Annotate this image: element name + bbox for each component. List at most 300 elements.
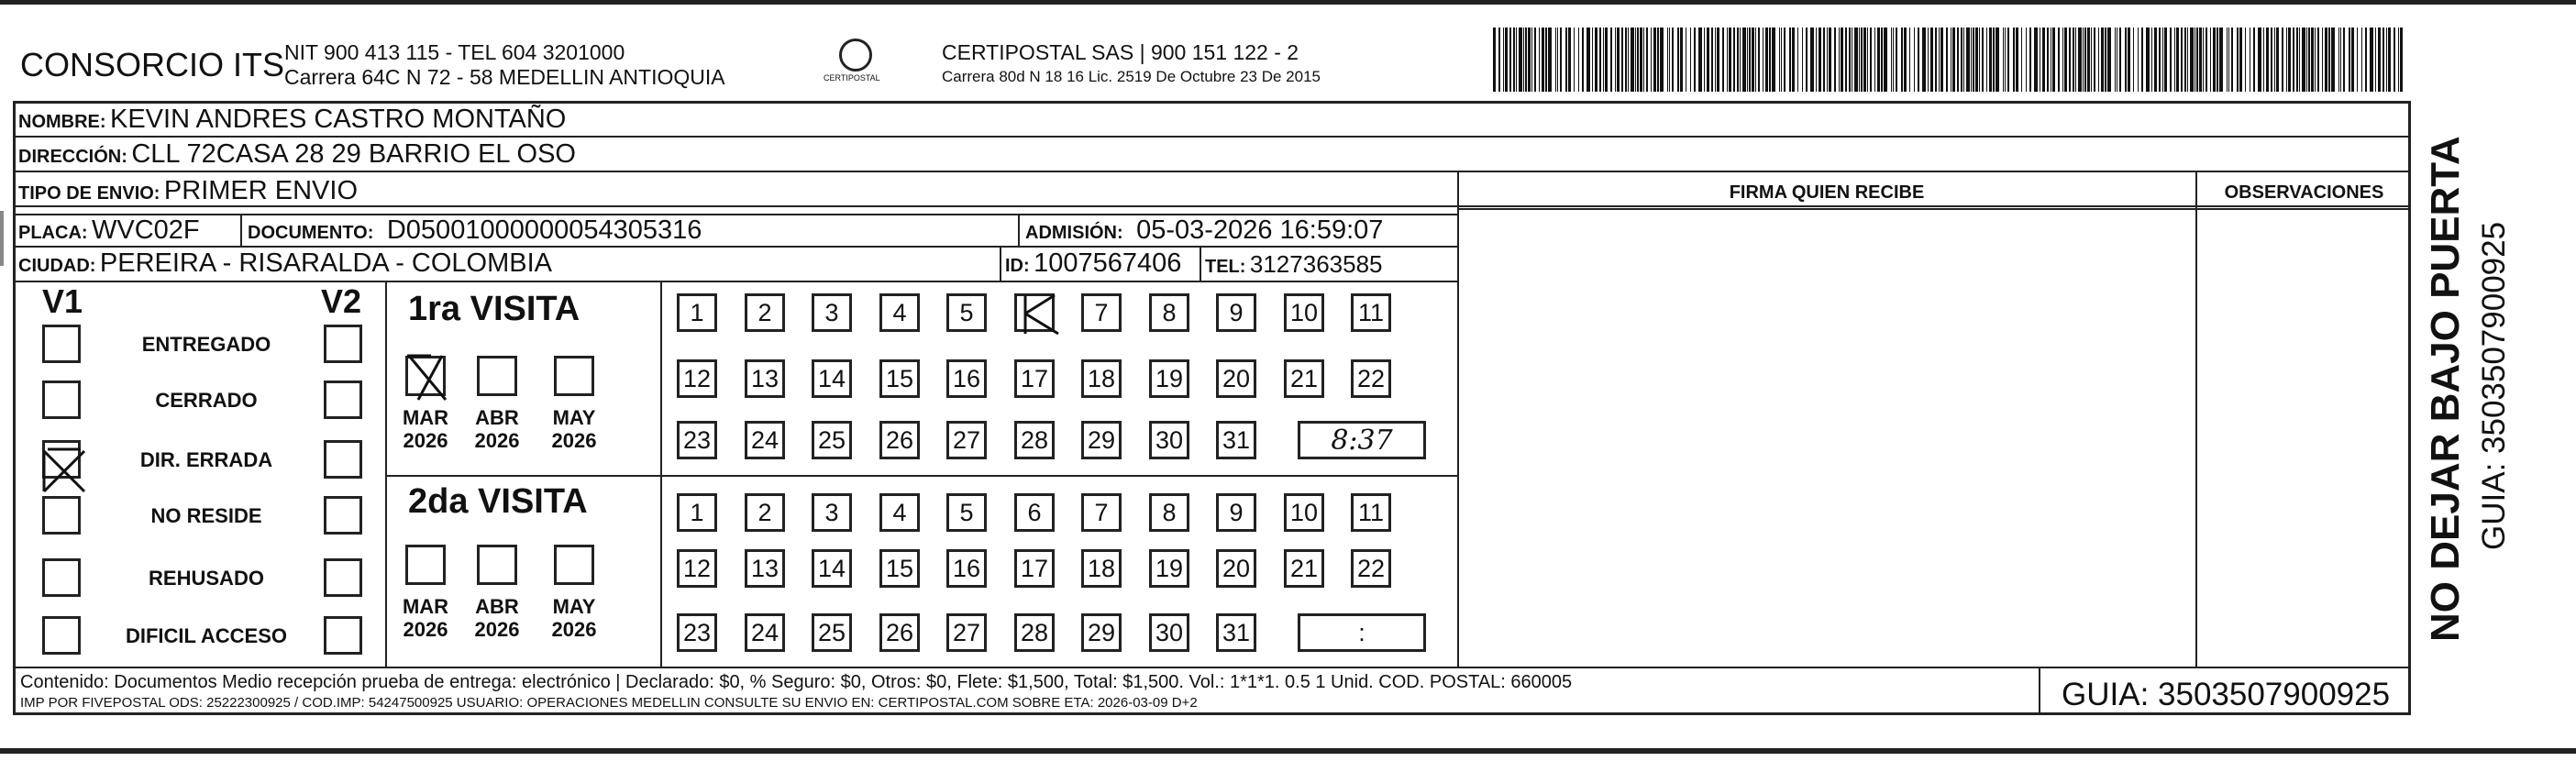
day-box[interactable]: 30 bbox=[1149, 613, 1189, 652]
address-label: DIRECCIÓN: bbox=[18, 147, 127, 167]
barcode-bar bbox=[2170, 28, 2172, 92]
barcode-bar bbox=[1733, 28, 1735, 92]
month-year: 2026 bbox=[403, 429, 448, 452]
barcode-bar bbox=[2400, 28, 2403, 92]
barcode-bar bbox=[1971, 28, 1972, 92]
day-box[interactable]: 3 bbox=[812, 493, 852, 532]
barcode-bar bbox=[1574, 28, 1575, 92]
barcode-bar bbox=[1715, 28, 1716, 92]
month-checkbox[interactable] bbox=[477, 545, 517, 585]
send-type-value: PRIMER ENVIO bbox=[163, 176, 359, 205]
barcode-bar bbox=[2146, 28, 2150, 92]
address-row bbox=[18, 139, 576, 170]
barcode-bar bbox=[1660, 28, 1664, 92]
day-box[interactable]: 30 bbox=[1149, 421, 1189, 459]
second-visit-label: 2da VISITA bbox=[408, 482, 588, 521]
month-name: MAY bbox=[552, 406, 596, 429]
barcode-bar bbox=[1643, 28, 1644, 92]
month-name: MAR bbox=[402, 595, 449, 618]
send-type-label: TIPO DE ENVIO: bbox=[18, 183, 160, 204]
barcode-bar bbox=[2253, 28, 2255, 92]
day-box[interactable]: 23 bbox=[677, 421, 717, 459]
barcode-bar bbox=[2398, 28, 2399, 92]
v1-checkbox[interactable] bbox=[42, 558, 81, 597]
day-box[interactable]: 4 bbox=[879, 493, 920, 532]
barcode-bar bbox=[1966, 28, 1970, 92]
barcode-bar bbox=[2159, 28, 2161, 92]
barcode-bar bbox=[2351, 28, 2354, 92]
month-label bbox=[547, 595, 602, 641]
barcode-bar bbox=[1881, 28, 1883, 92]
barcode-bar bbox=[1548, 28, 1552, 92]
barcode-bar bbox=[2386, 28, 2387, 92]
col-divider bbox=[1200, 246, 1201, 281]
barcode-bar bbox=[1823, 28, 1825, 92]
barcode-bar bbox=[2308, 28, 2310, 92]
barcode-bar bbox=[1940, 28, 1943, 92]
barcode-bar bbox=[2331, 28, 2335, 92]
day-box[interactable]: 2 bbox=[745, 293, 785, 332]
day-box[interactable]: 11 bbox=[1351, 493, 1391, 532]
row-divider bbox=[13, 246, 1458, 248]
barcode-bar bbox=[1861, 28, 1863, 92]
row-divider bbox=[1457, 208, 2411, 210]
barcode-bar bbox=[1595, 28, 1598, 92]
id-label: ID: bbox=[1005, 256, 1030, 276]
barcode-bar bbox=[1975, 28, 1978, 92]
day-box[interactable]: 29 bbox=[1081, 613, 1122, 652]
barcode-bar bbox=[1605, 28, 1608, 92]
col-divider bbox=[660, 281, 662, 667]
day-box[interactable]: 19 bbox=[1149, 359, 1189, 398]
side-guia: GUIA: 3503507900925 bbox=[2476, 221, 2512, 550]
day-box[interactable]: 12 bbox=[677, 549, 717, 588]
barcode-bar bbox=[2151, 28, 2152, 92]
first-visit-label: 1ra VISITA bbox=[408, 290, 580, 328]
barcode-bar bbox=[1819, 28, 1821, 92]
barcode-bar bbox=[2016, 28, 2018, 92]
side-warning: NO DEJAR BAJO PUERTA bbox=[2423, 136, 2468, 642]
barcode-bar bbox=[1781, 28, 1782, 92]
day-box[interactable]: 25 bbox=[812, 613, 852, 652]
barcode-bar bbox=[1729, 28, 1731, 92]
v2-checkbox[interactable] bbox=[324, 616, 362, 655]
v1-checkbox[interactable] bbox=[42, 496, 81, 535]
admission-cell bbox=[1025, 215, 1383, 246]
barcode-bar bbox=[1863, 28, 1866, 92]
barcode-bar bbox=[1621, 28, 1623, 92]
row-divider bbox=[13, 136, 2411, 138]
barcode-bar bbox=[2005, 28, 2006, 92]
day-box[interactable]: 2 bbox=[745, 493, 785, 532]
city-value: PEREIRA - RISARALDA - COLOMBIA bbox=[99, 248, 553, 278]
barcode-bar bbox=[2052, 28, 2055, 92]
barcode-bar bbox=[2365, 28, 2367, 92]
col-divider bbox=[2039, 667, 2040, 715]
barcode-bar bbox=[1531, 28, 1532, 92]
visit-divider bbox=[385, 475, 1458, 477]
barcode-bar bbox=[2069, 28, 2071, 92]
barcode-bar bbox=[2187, 28, 2188, 92]
v1-checkbox[interactable] bbox=[42, 616, 81, 655]
barcode-bar bbox=[1742, 28, 1746, 92]
barcode-bar bbox=[2196, 28, 2198, 92]
day-box[interactable]: 12 bbox=[677, 359, 717, 398]
day-box[interactable]: 16 bbox=[946, 359, 987, 398]
barcode-bar bbox=[1989, 28, 1992, 92]
barcode-bar bbox=[2266, 28, 2269, 92]
barcode-bar bbox=[1603, 28, 1604, 92]
day-box[interactable]: 8 bbox=[1149, 293, 1189, 332]
day-box[interactable]: 28 bbox=[1014, 421, 1055, 459]
barcode-bar bbox=[2271, 28, 2272, 92]
barcode-bar bbox=[1806, 28, 1808, 92]
day-box[interactable]: 27 bbox=[946, 613, 987, 652]
day-box[interactable]: 21 bbox=[1284, 359, 1324, 398]
month-name: MAY bbox=[552, 595, 596, 618]
barcode-bar bbox=[1909, 28, 1910, 92]
barcode-bar bbox=[1582, 28, 1584, 92]
month-checkbox[interactable] bbox=[554, 545, 594, 585]
barcode-bar bbox=[1539, 28, 1540, 92]
month-year: 2026 bbox=[474, 429, 520, 452]
month-label bbox=[398, 595, 453, 641]
tel-cell bbox=[1205, 250, 1383, 279]
day-box[interactable]: 26 bbox=[879, 421, 920, 459]
send-type-row bbox=[18, 176, 358, 206]
barcode-bar bbox=[1930, 28, 1933, 92]
day-box[interactable]: 1 bbox=[677, 493, 717, 532]
barcode-bar bbox=[1792, 28, 1795, 92]
day-box[interactable]: 13 bbox=[745, 549, 785, 588]
barcode-bar bbox=[2231, 28, 2233, 92]
second-visit-time bbox=[1298, 613, 1426, 652]
month-checkbox[interactable] bbox=[405, 545, 446, 585]
status-option-label: DIFICIL ACCESO bbox=[125, 624, 287, 647]
barcode-bar bbox=[1625, 28, 1627, 92]
barcode-bar bbox=[2282, 28, 2283, 92]
carrier-license: Carrera 80d N 18 16 Lic. 2519 De Octubre 23 De 2015 bbox=[942, 68, 1321, 85]
day-box[interactable]: 20 bbox=[1216, 359, 1256, 398]
barcode-bar bbox=[1498, 28, 1500, 92]
barcode-bar bbox=[1519, 28, 1522, 92]
barcode-bar bbox=[1667, 28, 1668, 92]
barcode-bar bbox=[1901, 28, 1903, 92]
barcode-bar bbox=[1717, 28, 1719, 92]
month-name: ABR bbox=[475, 406, 519, 429]
barcode-bar bbox=[1935, 28, 1937, 92]
day-box[interactable]: 31 bbox=[1216, 421, 1256, 459]
barcode-bar bbox=[1765, 28, 1768, 92]
barcode-bar bbox=[2073, 28, 2074, 92]
status-option-label: CERRADO bbox=[155, 389, 258, 412]
col-divider bbox=[240, 214, 242, 247]
barcode-bar bbox=[1677, 28, 1679, 92]
day-box[interactable]: 1 bbox=[677, 293, 717, 332]
id-value: 1007567406 bbox=[1034, 248, 1182, 278]
day-box[interactable]: 18 bbox=[1081, 359, 1122, 398]
barcode-bar bbox=[2378, 28, 2381, 92]
plate-label: PLACA: bbox=[18, 223, 88, 243]
barcode-bar bbox=[2276, 28, 2279, 92]
day-box[interactable]: 7 bbox=[1081, 493, 1122, 532]
month-label bbox=[470, 406, 525, 452]
month-checkbox[interactable] bbox=[477, 356, 517, 396]
barcode-bar bbox=[2029, 28, 2031, 92]
day-box[interactable]: 14 bbox=[812, 549, 852, 588]
day-box[interactable]: 15 bbox=[879, 549, 920, 588]
footer-divider bbox=[13, 667, 2411, 668]
barcode-bar bbox=[2138, 28, 2139, 92]
barcode-bar bbox=[1845, 28, 1847, 92]
day-box[interactable]: 15 bbox=[879, 359, 920, 398]
day-box[interactable]: 8 bbox=[1149, 493, 1189, 532]
col-divider bbox=[1457, 171, 1459, 667]
barcode-bar bbox=[1565, 28, 1567, 92]
v2-checkbox[interactable] bbox=[324, 496, 362, 535]
day-box[interactable]: 3 bbox=[812, 293, 852, 332]
barcode-bar bbox=[1711, 28, 1713, 92]
v2-checkbox[interactable] bbox=[324, 440, 362, 479]
admission-label: ADMISIÓN: bbox=[1025, 223, 1123, 243]
barcode-bar bbox=[1854, 28, 1858, 92]
barcode-bar bbox=[2062, 28, 2063, 92]
footer-print-info: IMP POR FIVEPOSTAL ODS: 25222300925 / COD.IMP: 54247500925 USUARIO: OPERACIONES MEDELLIN CONSULTE SU ENVIO EN: CERTIPOSTAL.COM SOBRE ETA: 2026-03-09 D+2 bbox=[20, 695, 1198, 711]
v1-dir-errada-mark bbox=[40, 447, 90, 497]
month-label bbox=[398, 406, 453, 452]
barcode-bar bbox=[1617, 28, 1620, 92]
barcode-bar bbox=[1859, 28, 1860, 92]
barcode-bar bbox=[1503, 28, 1504, 92]
barcode-bar bbox=[2361, 28, 2362, 92]
observations-header: OBSERVACIONES bbox=[2224, 182, 2384, 203]
v2-header: V2 bbox=[321, 282, 362, 320]
barcode-bar bbox=[2181, 28, 2183, 92]
barcode-bar bbox=[1651, 28, 1652, 92]
barcode-bar bbox=[2098, 28, 2099, 92]
day-box[interactable]: 19 bbox=[1149, 549, 1189, 588]
barcode-bar bbox=[1722, 28, 1724, 92]
barcode-bar bbox=[2340, 28, 2341, 92]
month-checkbox[interactable] bbox=[554, 356, 594, 396]
barcode-bar bbox=[2383, 28, 2384, 92]
company-nit: NIT 900 413 115 - TEL 604 3201000 bbox=[284, 40, 625, 64]
barcode-bar bbox=[2296, 28, 2298, 92]
day-box[interactable]: 5 bbox=[946, 293, 987, 332]
barcode-bar bbox=[1963, 28, 1964, 92]
day-box[interactable]: 21 bbox=[1284, 549, 1324, 588]
day-box[interactable]: 17 bbox=[1014, 359, 1055, 398]
day-box[interactable]: 17 bbox=[1014, 549, 1055, 588]
barcode-bar bbox=[2357, 28, 2358, 92]
first-visit-time bbox=[1298, 421, 1426, 459]
name-label: NOMBRE: bbox=[18, 112, 106, 132]
barcode-bar bbox=[2302, 28, 2305, 92]
barcode-bar bbox=[1704, 28, 1705, 92]
barcode-bar bbox=[1928, 28, 1929, 92]
barcode-bar bbox=[1680, 28, 1683, 92]
barcode-bar bbox=[1982, 28, 1984, 92]
barcode-bar bbox=[2058, 28, 2060, 92]
barcode-bar bbox=[1698, 28, 1702, 92]
barcode-bar bbox=[2258, 28, 2261, 92]
barcode-bar bbox=[1727, 28, 1728, 92]
barcode-bar bbox=[2013, 28, 2015, 92]
barcode-bar bbox=[1839, 28, 1840, 92]
day-box[interactable]: 28 bbox=[1014, 613, 1055, 652]
barcode-bar bbox=[2115, 28, 2116, 92]
day-box[interactable]: 10 bbox=[1284, 493, 1324, 532]
month-year: 2026 bbox=[474, 618, 520, 641]
edge-mark bbox=[0, 211, 4, 266]
barcode-bar bbox=[2007, 28, 2009, 92]
day-box[interactable]: 14 bbox=[812, 359, 852, 398]
day-box[interactable]: 25 bbox=[812, 421, 852, 459]
barcode-bar bbox=[1578, 28, 1579, 92]
day-box[interactable]: 13 bbox=[745, 359, 785, 398]
barcode-bar bbox=[1841, 28, 1843, 92]
barcode-bar bbox=[1525, 28, 1527, 92]
barcode-bar bbox=[1784, 28, 1786, 92]
barcode-bar bbox=[2349, 28, 2350, 92]
day-box[interactable]: 9 bbox=[1216, 293, 1256, 332]
barcode-bar bbox=[1610, 28, 1612, 92]
day-box[interactable]: 31 bbox=[1216, 613, 1256, 652]
month-name: MAR bbox=[402, 406, 449, 429]
day-box[interactable]: 5 bbox=[946, 493, 987, 532]
bottom-border bbox=[0, 748, 2576, 754]
barcode-bar bbox=[1599, 28, 1601, 92]
barcode-bar bbox=[1797, 28, 1798, 92]
month-label bbox=[470, 595, 525, 641]
carrier-name: CERTIPOSTAL SAS | 900 151 122 - 2 bbox=[942, 40, 1299, 64]
barcode-bar bbox=[2107, 28, 2111, 92]
barcode-bar bbox=[2219, 28, 2223, 92]
day-box[interactable]: 22 bbox=[1351, 549, 1391, 588]
day-box[interactable]: 23 bbox=[677, 613, 717, 652]
barcode-bar bbox=[1635, 28, 1636, 92]
barcode-bar bbox=[2034, 28, 2038, 92]
barcode-bar bbox=[1640, 28, 1642, 92]
name-row bbox=[18, 105, 566, 135]
barcode-bar bbox=[2213, 28, 2216, 92]
row-divider bbox=[13, 205, 2411, 207]
barcode-bar bbox=[1827, 28, 1828, 92]
barcode-bar bbox=[1952, 28, 1955, 92]
barcode-bar bbox=[1694, 28, 1696, 92]
day-box[interactable]: 4 bbox=[879, 293, 920, 332]
barcode-bar bbox=[1516, 28, 1517, 92]
barcode-bar bbox=[2288, 28, 2291, 92]
day-box[interactable]: 29 bbox=[1081, 421, 1122, 459]
barcode-bar bbox=[2237, 28, 2239, 92]
day-box[interactable]: 10 bbox=[1284, 293, 1324, 332]
barcode-bar bbox=[1653, 28, 1656, 92]
plate-cell bbox=[18, 215, 200, 246]
barcode-bar bbox=[1849, 28, 1851, 92]
barcode-bar bbox=[2078, 28, 2082, 92]
barcode-bar bbox=[2190, 28, 2194, 92]
day-box[interactable]: 24 bbox=[745, 421, 785, 459]
first-visit-time-value: 8:37 bbox=[1331, 424, 1393, 457]
v1-checkbox[interactable] bbox=[42, 325, 81, 363]
document-value: D05001000000054305316 bbox=[386, 215, 702, 245]
day-box[interactable]: 22 bbox=[1351, 359, 1391, 398]
barcode-bar bbox=[1939, 28, 1940, 92]
barcode-bar bbox=[2299, 28, 2300, 92]
city-cell bbox=[18, 248, 552, 279]
barcode-bar bbox=[2293, 28, 2294, 92]
barcode-bar bbox=[1877, 28, 1880, 92]
signature-header: FIRMA QUIEN RECIBE bbox=[1729, 182, 1925, 203]
barcode-bar bbox=[1542, 28, 1544, 92]
v2-checkbox[interactable] bbox=[324, 325, 362, 363]
barcode-bar bbox=[2164, 28, 2167, 92]
barcode-bar bbox=[1758, 28, 1760, 92]
barcode-bar bbox=[1669, 28, 1670, 92]
barcode-bar bbox=[2210, 28, 2211, 92]
barcode-bar bbox=[2245, 28, 2246, 92]
day-box[interactable]: 7 bbox=[1081, 293, 1122, 332]
barcode-bar bbox=[1672, 28, 1674, 92]
status-option-label: ENTREGADO bbox=[141, 333, 271, 356]
v1-checkbox[interactable] bbox=[42, 380, 81, 419]
barcode-bar bbox=[1802, 28, 1803, 92]
document-cell bbox=[248, 215, 702, 246]
barcode-bar bbox=[1874, 28, 1875, 92]
barcode-bar bbox=[1509, 28, 1511, 92]
barcode-bar bbox=[1914, 28, 1915, 92]
barcode-bar bbox=[1772, 28, 1775, 92]
day-box[interactable]: 9 bbox=[1216, 493, 1256, 532]
day-box[interactable]: 11 bbox=[1351, 293, 1391, 332]
barcode-bar bbox=[1560, 28, 1562, 92]
barcode-bar bbox=[1918, 28, 1919, 92]
barcode-bar bbox=[2128, 28, 2130, 92]
barcode-bar bbox=[2227, 28, 2228, 92]
barcode-bar bbox=[1628, 28, 1629, 92]
barcode-bar bbox=[2133, 28, 2134, 92]
company-name: CONSORCIO ITS bbox=[20, 46, 285, 83]
day-box[interactable]: 24 bbox=[745, 613, 785, 652]
barcode-bar bbox=[1973, 28, 1974, 92]
barcode-bar bbox=[1657, 28, 1659, 92]
month-year: 2026 bbox=[403, 618, 448, 641]
day-box[interactable]: 18 bbox=[1081, 549, 1122, 588]
month-year: 2026 bbox=[551, 618, 597, 641]
barcode-bar bbox=[1592, 28, 1593, 92]
id-cell bbox=[1005, 248, 1181, 279]
col-divider bbox=[1000, 246, 1001, 281]
barcode-bar bbox=[1789, 28, 1791, 92]
barcode-bar bbox=[1896, 28, 1897, 92]
day-box[interactable]: 26 bbox=[879, 613, 920, 652]
barcode-bar bbox=[2228, 28, 2229, 92]
day-box[interactable]: 16 bbox=[946, 549, 987, 588]
day-box[interactable]: 20 bbox=[1216, 549, 1256, 588]
v2-checkbox[interactable] bbox=[324, 558, 362, 597]
day-box[interactable]: 6 bbox=[1014, 493, 1055, 532]
barcode-bar bbox=[1740, 28, 1741, 92]
v2-checkbox[interactable] bbox=[324, 380, 362, 419]
barcode-bar bbox=[1545, 28, 1547, 92]
barcode-bar bbox=[2206, 28, 2207, 92]
plate-value: WVC02F bbox=[92, 215, 200, 245]
month-label bbox=[547, 406, 602, 452]
day-box[interactable]: 27 bbox=[946, 421, 987, 459]
barcode-bar bbox=[1904, 28, 1907, 92]
barcode bbox=[1493, 28, 2410, 92]
